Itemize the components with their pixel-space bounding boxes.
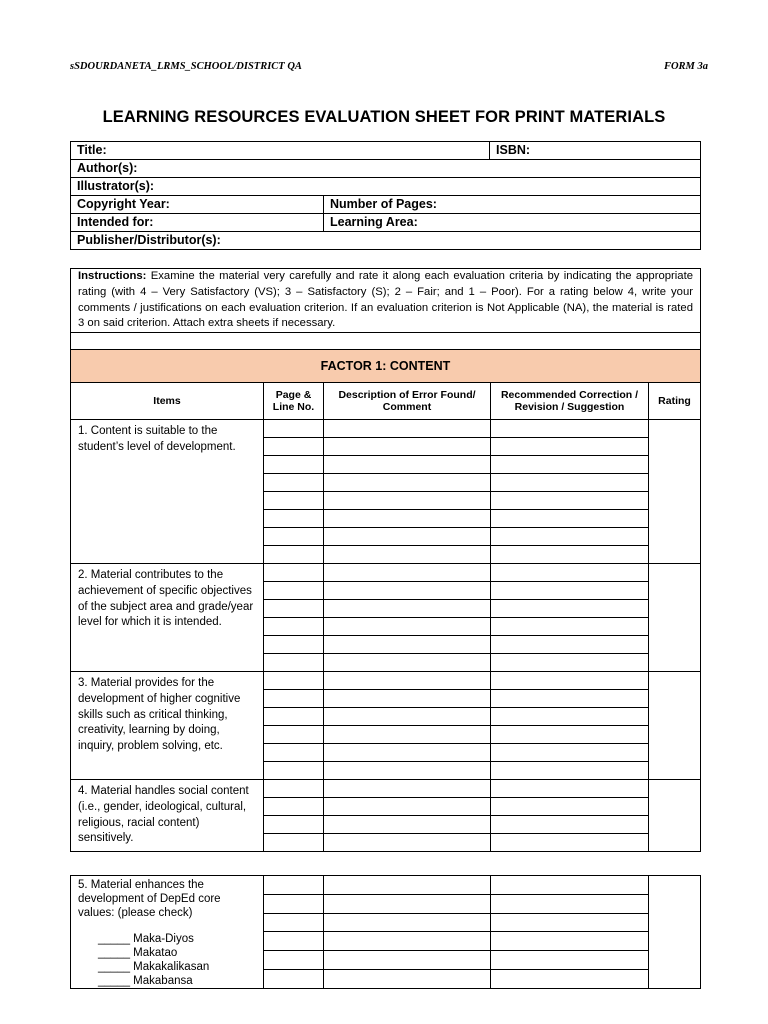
page-line-cell[interactable]	[264, 438, 324, 456]
recommended-cell[interactable]	[491, 600, 649, 618]
description-cell[interactable]	[324, 654, 491, 672]
recommended-cell[interactable]	[491, 726, 649, 744]
recommended-cell[interactable]	[491, 913, 649, 932]
recommended-cell[interactable]	[491, 951, 649, 970]
page-line-cell[interactable]	[264, 744, 324, 762]
description-cell[interactable]	[324, 528, 491, 546]
recommended-cell[interactable]	[491, 636, 649, 654]
recommended-cell[interactable]	[491, 876, 649, 895]
illustrator-field[interactable]: Illustrator(s):	[71, 178, 701, 196]
description-cell[interactable]	[324, 690, 491, 708]
description-cell[interactable]	[324, 780, 491, 798]
col-header-page-line: Page & Line No.	[264, 383, 324, 420]
recommended-cell[interactable]	[491, 970, 649, 989]
page-line-cell[interactable]	[264, 894, 324, 913]
page-line-cell[interactable]	[264, 510, 324, 528]
description-cell[interactable]	[324, 672, 491, 690]
description-cell[interactable]	[324, 600, 491, 618]
recommended-cell[interactable]	[491, 894, 649, 913]
recommended-cell[interactable]	[491, 420, 649, 438]
page-line-cell[interactable]	[264, 636, 324, 654]
recommended-cell[interactable]	[491, 510, 649, 528]
page-line-cell[interactable]	[264, 546, 324, 564]
page-line-cell[interactable]	[264, 834, 324, 852]
page-line-cell[interactable]	[264, 690, 324, 708]
core-value-checkbox[interactable]: _____ Makabansa	[98, 975, 193, 987]
page-line-cell[interactable]	[264, 798, 324, 816]
number-of-pages-field[interactable]: Number of Pages:	[324, 196, 701, 214]
description-cell[interactable]	[324, 438, 491, 456]
recommended-cell[interactable]	[491, 546, 649, 564]
page-line-cell[interactable]	[264, 932, 324, 951]
criterion-row	[71, 780, 701, 798]
page-title: LEARNING RESOURCES EVALUATION SHEET FOR PRINT MATERIALS	[102, 108, 666, 126]
instructions-label: Instructions:	[78, 270, 147, 282]
header-form-number: FORM 3a	[663, 61, 708, 72]
description-cell[interactable]	[324, 798, 491, 816]
recommended-cell[interactable]	[491, 528, 649, 546]
rating-cell[interactable]	[649, 564, 701, 672]
recommended-cell[interactable]	[491, 474, 649, 492]
col-header-recommended: Recommended Correction / Revision / Suggestion	[491, 383, 649, 420]
criterion-text: 3. Material provides for the development of higher cognitive skills such as critical thinking, creativity, learning by doing, inquiry, problem solving, etc.	[71, 672, 264, 780]
recommended-cell[interactable]	[491, 708, 649, 726]
recommended-cell[interactable]	[491, 582, 649, 600]
page-line-cell[interactable]	[264, 564, 324, 582]
page-line-cell[interactable]	[264, 672, 324, 690]
rating-cell[interactable]	[649, 780, 701, 852]
description-cell[interactable]	[324, 492, 491, 510]
recommended-cell[interactable]	[491, 618, 649, 636]
page-line-cell[interactable]	[264, 582, 324, 600]
page-line-cell[interactable]	[264, 913, 324, 932]
description-cell[interactable]	[324, 618, 491, 636]
criterion-row	[71, 672, 701, 690]
description-cell[interactable]	[324, 876, 491, 895]
description-cell[interactable]	[324, 894, 491, 913]
recommended-cell[interactable]	[491, 654, 649, 672]
description-cell[interactable]	[324, 474, 491, 492]
spacer-row	[71, 333, 701, 350]
instructions	[71, 269, 701, 333]
col-header-rating: Rating	[649, 383, 701, 420]
description-cell[interactable]	[324, 708, 491, 726]
page-line-cell[interactable]	[264, 420, 324, 438]
col-header-description: Description of Error Found/ Comment	[324, 383, 491, 420]
recommended-cell[interactable]	[491, 438, 649, 456]
col-header-items: Items	[71, 383, 264, 420]
core-value-checkbox[interactable]: _____ Makakalikasan	[98, 961, 210, 973]
description-cell[interactable]	[324, 834, 491, 852]
rating-cell[interactable]	[649, 420, 701, 564]
recommended-cell[interactable]	[491, 744, 649, 762]
recommended-cell[interactable]	[491, 816, 649, 834]
description-cell[interactable]	[324, 456, 491, 474]
description-cell[interactable]	[324, 762, 491, 780]
isbn-field[interactable]: ISBN:	[490, 142, 701, 160]
criterion-text: 1. Content is suitable to the student’s level of development.	[71, 420, 264, 564]
description-cell[interactable]	[324, 726, 491, 744]
page-line-cell[interactable]	[264, 654, 324, 672]
description-cell[interactable]	[324, 951, 491, 970]
recommended-cell[interactable]	[491, 690, 649, 708]
intended-for-field[interactable]: Intended for:	[71, 214, 324, 232]
criterion-row	[71, 564, 701, 582]
page-line-cell[interactable]	[264, 474, 324, 492]
description-cell[interactable]	[324, 420, 491, 438]
page-line-cell[interactable]	[264, 970, 324, 989]
copyright-year-field[interactable]: Copyright Year:	[71, 196, 324, 214]
description-cell[interactable]	[324, 510, 491, 528]
page-line-cell[interactable]	[264, 456, 324, 474]
evaluation-table	[70, 268, 701, 852]
rating-cell[interactable]	[649, 672, 701, 780]
rating-cell[interactable]	[649, 876, 701, 989]
criterion-row	[71, 876, 701, 895]
recommended-cell[interactable]	[491, 456, 649, 474]
recommended-cell[interactable]	[491, 932, 649, 951]
description-cell[interactable]	[324, 582, 491, 600]
material-info-table	[70, 141, 701, 250]
recommended-cell[interactable]	[491, 672, 649, 690]
page-line-cell[interactable]	[264, 951, 324, 970]
title-field[interactable]: Title:	[71, 142, 490, 160]
page-line-cell[interactable]	[264, 708, 324, 726]
recommended-cell[interactable]	[491, 762, 649, 780]
core-value-checkbox[interactable]: _____ Makatao	[98, 947, 178, 959]
page-line-cell[interactable]	[264, 492, 324, 510]
learning-area-field[interactable]: Learning Area:	[324, 214, 701, 232]
criterion-text: 4. Material handles social content (i.e., gender, ideological, cultural, religious, racial content) sensitively.	[71, 780, 264, 852]
page-line-cell[interactable]	[264, 762, 324, 780]
criterion-text: 5. Material enhances the development of DepEd core values: (please check)	[78, 879, 221, 919]
description-cell[interactable]	[324, 970, 491, 989]
recommended-cell[interactable]	[491, 834, 649, 852]
recommended-cell[interactable]	[491, 780, 649, 798]
description-cell[interactable]	[324, 816, 491, 834]
spacer	[78, 920, 256, 932]
criterion-row	[71, 420, 701, 438]
factor-heading: FACTOR 1: CONTENT	[71, 350, 701, 383]
instructions-text: Examine the material very carefully and rate it along each evaluation criteria by indicating the appropriate rating (with 4 – Very Satisfactory (VS); 3 – Satisfactory (S); 2 – Fair; and 1 – Poor). For a rating below 4, write your comments / justifications on each evaluation criterion. If an evaluation criterion is Not Applicable (NA), the material is rated 3 on said criterion. Attach extra sheets if necessary.	[78, 270, 693, 330]
page-line-cell[interactable]	[264, 726, 324, 744]
recommended-cell[interactable]	[491, 564, 649, 582]
description-cell[interactable]	[324, 564, 491, 582]
publisher-field[interactable]: Publisher/Distributor(s):	[71, 232, 701, 250]
description-cell[interactable]	[324, 744, 491, 762]
author-field[interactable]: Author(s):	[71, 160, 701, 178]
criteria-rows	[71, 420, 701, 852]
criterion-5-cell	[71, 876, 264, 989]
criterion-5-table	[70, 875, 701, 989]
recommended-cell[interactable]	[491, 798, 649, 816]
criterion-5-rows	[71, 876, 701, 989]
page-line-cell[interactable]	[264, 876, 324, 895]
recommended-cell[interactable]	[491, 492, 649, 510]
page-line-cell[interactable]	[264, 816, 324, 834]
page-line-cell[interactable]	[264, 528, 324, 546]
description-cell[interactable]	[324, 932, 491, 951]
criterion-text: 2. Material contributes to the achievement of specific objectives of the subject area and grade/year level for which it is intended.	[71, 564, 264, 672]
description-cell[interactable]	[324, 913, 491, 932]
page-line-cell[interactable]	[264, 780, 324, 798]
description-cell[interactable]	[324, 546, 491, 564]
core-value-checkbox[interactable]: _____ Maka-Diyos	[98, 933, 194, 945]
page-line-cell[interactable]	[264, 618, 324, 636]
header-form-code: sSDOURDANETA_LRMS_SCHOOL/DISTRICT QA	[70, 61, 302, 72]
page-line-cell[interactable]	[264, 600, 324, 618]
description-cell[interactable]	[324, 636, 491, 654]
